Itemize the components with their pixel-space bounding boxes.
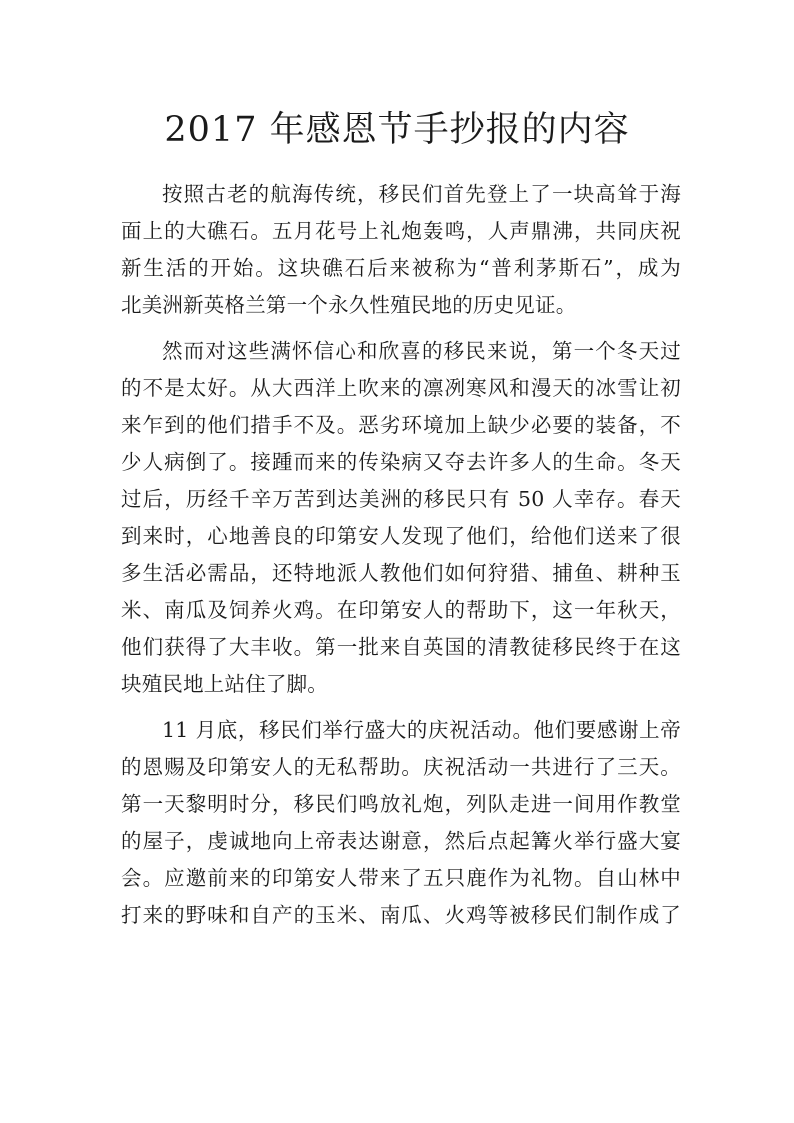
text-line: 块殖民地上站住了脚。 <box>121 672 328 696</box>
text-line: 过后，历经千辛万苦到达美洲的移民只有 50 人幸存。春天 <box>121 487 681 511</box>
text-line: 会。应邀前来的印第安人带来了五只鹿作为礼物。自山林中 <box>121 866 681 890</box>
text-line: 来乍到的他们措手不及。恶劣环境加上缺少必要的装备，不 <box>121 413 681 437</box>
text-line: 少人病倒了。接踵而来的传染病又夺去许多人的生命。冬天 <box>121 450 681 474</box>
text-line: 米、南瓜及饲养火鸡。在印第安人的帮助下，这一年秋天， <box>121 598 681 622</box>
text-line: 的恩赐及印第安人的无私帮助。庆祝活动一共进行了三天。 <box>121 755 681 779</box>
document-body <box>121 176 681 943</box>
text-line: 新生活的开始。这块礁石后来被称为“普利茅斯石”，成为 <box>121 256 681 280</box>
text-line: 到来时，心地善良的印第安人发现了他们，给他们送来了很 <box>121 524 681 548</box>
text-line: 北美洲新英格兰第一个永久性殖民地的历史见证。 <box>121 293 577 317</box>
document-title: 2017 年感恩节手抄报的内容 <box>164 110 630 150</box>
text-line: 多生活必需品，还特地派人教他们如何狩猎、捕鱼、耕种玉 <box>121 561 681 585</box>
text-line: 的屋子，虔诚地向上帝表达谢意，然后点起篝火举行盛大宴 <box>121 829 681 853</box>
paragraph-3 <box>121 712 681 934</box>
text-line: 11 月底，移民们举行盛大的庆祝活动。他们要感谢上帝 <box>162 718 681 742</box>
text-line: 面上的大礁石。五月花号上礼炮轰鸣，人声鼎沸，共同庆祝 <box>121 219 681 243</box>
text-line: 按照古老的航海传统，移民们首先登上了一块高耸于海 <box>162 182 681 206</box>
text-line: 的不是太好。从大西洋上吹来的凛冽寒风和漫天的冰雪让初 <box>121 376 681 400</box>
text-line: 然而对这些满怀信心和欣喜的移民来说，第一个冬天过 <box>162 339 681 363</box>
text-line: 第一天黎明时分，移民们鸣放礼炮，列队走进一间用作教堂 <box>121 792 681 816</box>
text-line: 他们获得了大丰收。第一批来自英国的清教徒移民终于在这 <box>121 635 681 659</box>
text-line: 打来的野味和自产的玉米、南瓜、火鸡等被移民们制作成了 <box>121 903 681 927</box>
paragraph-1 <box>121 176 681 324</box>
paragraph-2 <box>121 333 681 703</box>
